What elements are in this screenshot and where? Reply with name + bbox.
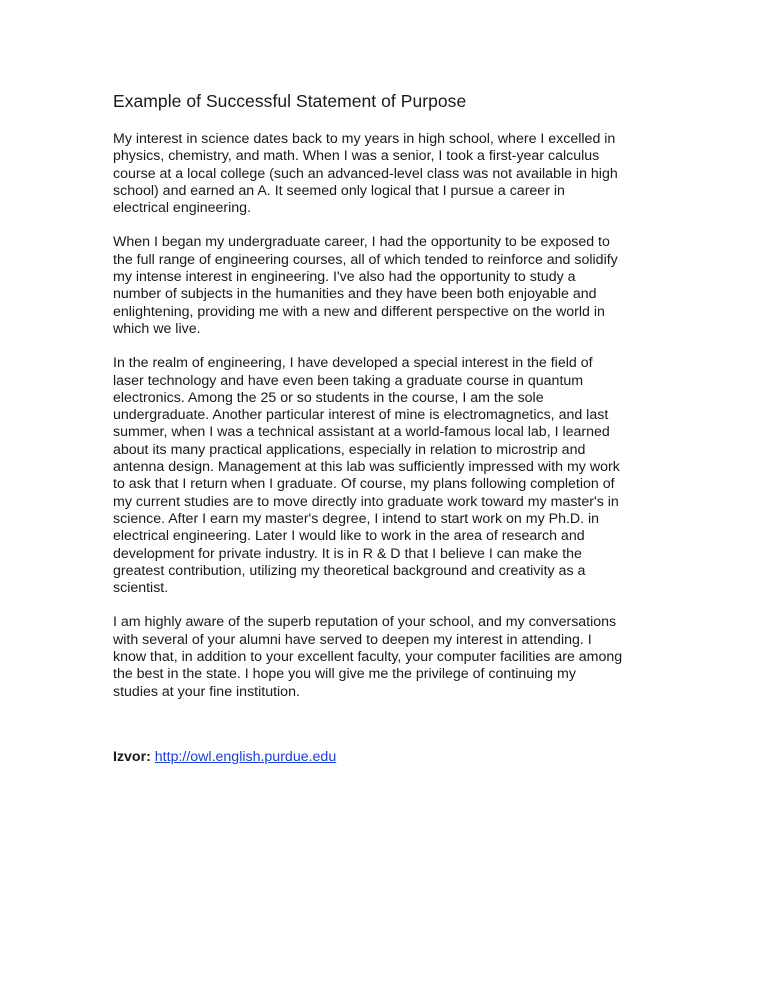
paragraph-line: which we live. [113, 320, 201, 337]
paragraph-line: with several of your alumni have served to deepen my interest in attending. I [113, 631, 592, 648]
paragraph-line: scientist. [113, 580, 169, 597]
paragraph-3 [113, 355, 663, 597]
paragraph-line: I am highly aware of the superb reputation of your school, and my conversations [113, 614, 617, 631]
paragraph-line: enlightening, providing me with a new and different perspective on the world in [113, 303, 605, 320]
paragraph-line: science. After I earn my master's degree, I intend to start work on my Ph.D. in [113, 510, 600, 527]
paragraph-line: physics, chemistry, and math. When I was a senior, I took a first-year calculus [113, 148, 600, 165]
source-link[interactable]: http://owl.english.purdue.edu [154, 749, 337, 765]
paragraph-4 [113, 614, 663, 700]
paragraph-line: to ask that I return when I graduate. Of course, my plans following completion of [113, 476, 615, 493]
paragraph-line: my intense interest in engineering. I've also had the opportunity to study a [113, 269, 576, 286]
paragraph-line: about its many practical applications, especially in relation to microstrip and [113, 441, 586, 458]
paragraph-line: undergraduate. Another particular interest of mine is electromagnetics, and last [113, 407, 609, 424]
paragraph-2 [113, 234, 663, 338]
paragraph-line: antenna design. Management at this lab was sufficiently impressed with my work [113, 459, 620, 476]
paragraph-line: course at a local college (such an advanced-level class was not available in high [113, 165, 618, 182]
paragraph-line: summer, when I was a technical assistant at a world-famous local lab, I learned [113, 424, 610, 441]
document-title: Example of Successful Statement of Purpose [113, 91, 467, 111]
document-body [113, 90, 663, 718]
paragraph-line: electronics. Among the 25 or so students in the course, I am the sole [113, 389, 544, 406]
paragraph-line: the full range of engineering courses, all of which tended to reinforce and solidify [113, 251, 618, 268]
paragraph-line: my current studies are to move directly into graduate work toward my master's in [113, 493, 619, 510]
paragraph-line: development for private industry. It is in R & D that I believe I can make the [113, 545, 582, 562]
source-label: Izvor: [113, 749, 151, 765]
paragraph-line: the best in the state. I hope you will give me the privilege of continuing my [113, 666, 576, 683]
paragraph-line: electrical engineering. Later I would like to work in the area of research and [113, 528, 585, 545]
paragraph-line: number of subjects in the humanities and they have been both enjoyable and [113, 286, 597, 303]
source-citation [113, 749, 336, 766]
paragraph-line: school) and earned an A. It seemed only logical that I pursue a career in [113, 182, 565, 199]
paragraph-line: laser technology and have even been taking a graduate course in quantum [113, 372, 584, 389]
paragraph-1 [113, 131, 663, 217]
paragraph-line: studies at your fine institution. [113, 683, 300, 700]
paragraph-line: greatest contribution, utilizing my theoretical background and creativity as a [113, 562, 586, 579]
paragraph-line: In the realm of engineering, I have developed a special interest in the field of [113, 355, 593, 372]
paragraph-line: My interest in science dates back to my years in high school, where I excelled in [113, 131, 616, 147]
paragraph-line: electrical engineering. [113, 200, 252, 217]
paragraph-line: When I began my undergraduate career, I had the opportunity to be exposed to [113, 234, 610, 251]
paragraph-line: know that, in addition to your excellent faculty, your computer facilities are among [113, 649, 623, 666]
